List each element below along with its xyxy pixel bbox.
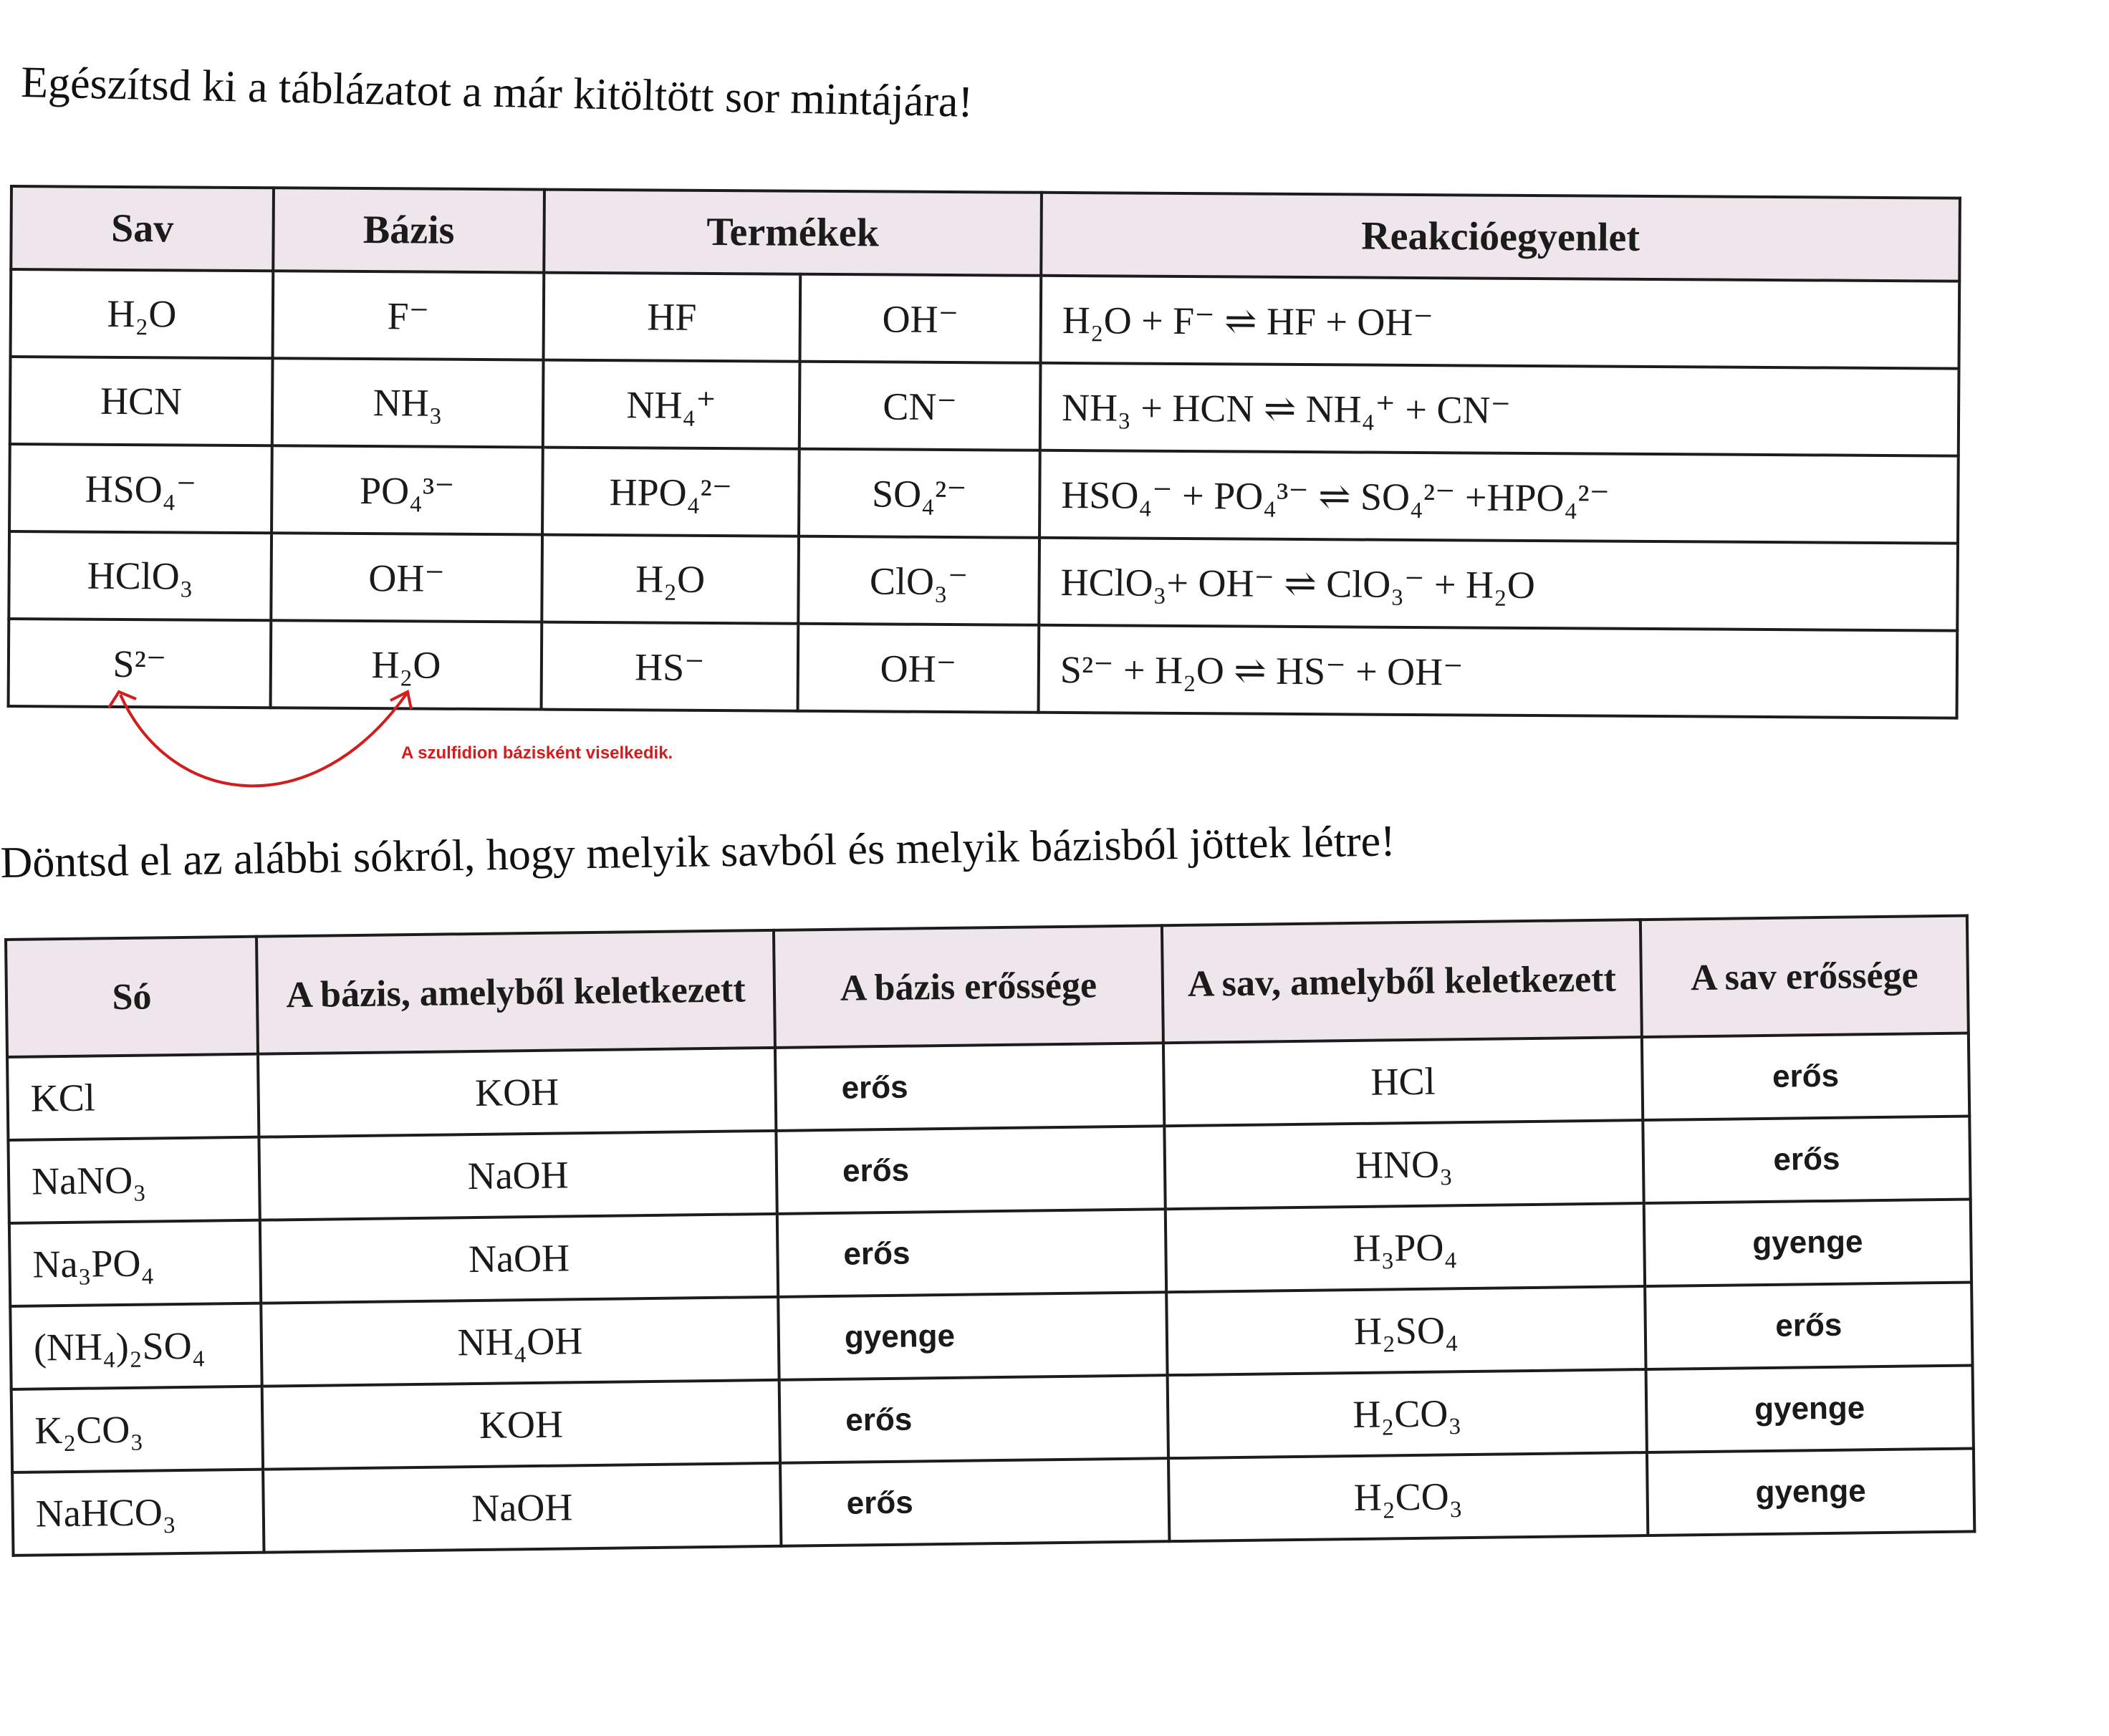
cell-base-strength: erős	[780, 1458, 1169, 1546]
header-products: Termékek	[544, 190, 1042, 276]
header-acid: Sav	[11, 186, 274, 271]
cell-base-origin: NaOH	[263, 1463, 781, 1553]
cell-product-1: H₂O	[542, 535, 799, 624]
cell-acid-strength: gyenge	[1644, 1199, 1971, 1286]
cell-acid-origin: H₂CO₃	[1168, 1369, 1647, 1458]
cell-salt: NaHCO₃	[12, 1470, 264, 1556]
cell-equation: HClO₃+ OH⁻ ⇌ ClO₃⁻ + H₂O	[1039, 538, 1958, 631]
header-base-origin: A bázis, amelyből keletkezett	[256, 930, 775, 1054]
cell-equation: S²⁻ + H₂O ⇌ HS⁻ + OH⁻	[1039, 625, 1958, 718]
cell-acid-origin: HNO₃	[1164, 1120, 1643, 1209]
cell-base: PO₄³⁻	[272, 445, 543, 534]
instruction-2: Döntsd el az alábbi sókról, hogy melyik savból és melyik bázisból jöttek létre!	[0, 816, 1396, 887]
cell-base-origin: NaOH	[259, 1131, 777, 1220]
cell-acid: H₂O	[11, 269, 274, 358]
cell-product-2: CN⁻	[799, 362, 1041, 450]
cell-product-1: NH₄⁺	[543, 360, 800, 449]
cell-product-1: HPO₄²⁻	[542, 448, 799, 536]
cell-base: H₂O	[271, 620, 542, 709]
header-base-strength: A bázis erőssége	[774, 925, 1163, 1048]
cell-base-origin: KOH	[262, 1380, 780, 1470]
header-salt: Só	[6, 937, 258, 1057]
cell-base-origin: NaOH	[260, 1214, 778, 1303]
cell-acid-origin: H₂CO₃	[1168, 1452, 1648, 1541]
cell-acid-origin: H₃PO₄	[1166, 1203, 1645, 1292]
cell-equation: NH₃ + HCN ⇌ NH₄⁺ + CN⁻	[1040, 363, 1959, 456]
header-acid-strength: A sav erőssége	[1640, 916, 1969, 1038]
cell-salt: (NH₄)₂SO₄	[10, 1303, 261, 1389]
cell-product-1: HF	[544, 273, 801, 362]
cell-product-2: ClO₃⁻	[798, 536, 1039, 625]
cell-product-2: OH⁻	[800, 274, 1042, 363]
cell-acid: HSO₄⁻	[9, 444, 272, 533]
instruction-1: Egészítsd ki a táblázatot a már kitöltött sor mintájára!	[20, 57, 974, 127]
cell-acid-origin: H₂SO₄	[1166, 1286, 1646, 1375]
cell-base: NH₃	[272, 358, 544, 447]
cell-acid: S²⁻	[9, 619, 272, 708]
header-base: Bázis	[273, 188, 544, 272]
cell-salt: K₂CO₃	[11, 1387, 263, 1472]
header-equation: Reakcióegyenlet	[1041, 193, 1960, 281]
salt-table	[4, 915, 1976, 1557]
cell-acid-strength: erős	[1643, 1117, 1970, 1204]
cell-acid-strength: gyenge	[1646, 1365, 1974, 1452]
cell-base-strength: erős	[776, 1126, 1165, 1214]
cell-base-strength: gyenge	[778, 1292, 1167, 1380]
cell-product-1: HS⁻	[542, 622, 799, 711]
header-acid-origin: A sav, amelyből keletkezett	[1162, 920, 1642, 1043]
cell-product-2: SO₄²⁻	[799, 449, 1040, 538]
cell-base: OH⁻	[271, 533, 542, 622]
cell-salt: KCl	[7, 1054, 259, 1140]
cell-acid-strength: erős	[1645, 1282, 1972, 1369]
cell-base: F⁻	[273, 271, 544, 360]
cell-acid-origin: HCl	[1163, 1037, 1643, 1126]
cell-base-strength: erős	[779, 1375, 1168, 1463]
cell-base-strength: erős	[777, 1209, 1166, 1297]
cell-base-strength: erős	[775, 1043, 1164, 1131]
cell-acid: HClO₃	[9, 531, 272, 620]
cell-salt: NaNO₃	[8, 1137, 259, 1223]
cell-acid-strength: erős	[1642, 1033, 1969, 1121]
annotation-note: A szulfidion bázisként viselkedik.	[401, 743, 673, 763]
cell-acid-strength: gyenge	[1647, 1448, 1974, 1535]
cell-equation: HSO₄⁻ + PO₄³⁻ ⇌ SO₄²⁻ +HPO₄²⁻	[1039, 450, 1959, 544]
cell-acid: HCN	[10, 357, 273, 445]
cell-salt: Na₃PO₄	[9, 1220, 261, 1306]
cell-equation: H₂O + F⁻ ⇌ HF + OH⁻	[1041, 276, 1960, 369]
cell-product-2: OH⁻	[798, 624, 1039, 713]
table2-header-row	[6, 916, 1969, 1057]
cell-base-origin: NH₄OH	[261, 1297, 779, 1387]
cell-base-origin: KOH	[258, 1048, 776, 1137]
